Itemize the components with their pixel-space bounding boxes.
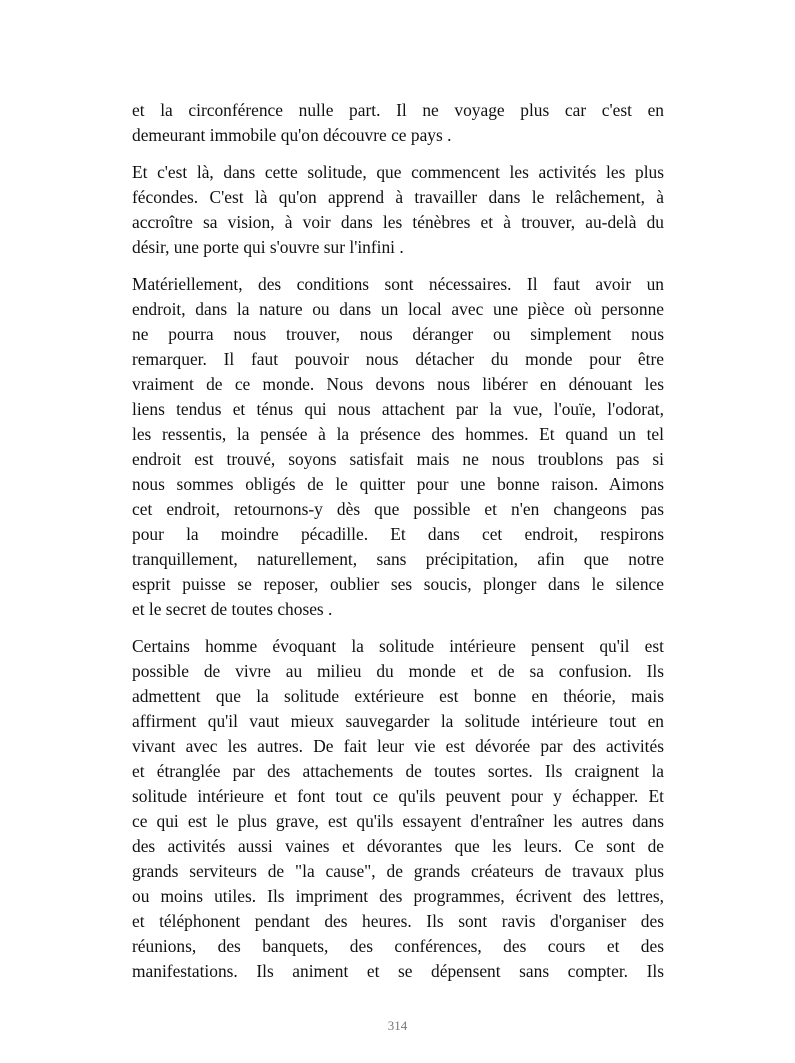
text-line: endroit, dans la nature ou dans un local avec une pièce où personne (132, 299, 664, 319)
text-line: et téléphonent pendant des heures. Ils sont ravis d'organiser des (132, 911, 664, 931)
text-line: vivant avec les autres. De fait leur vie est dévorée par des activités (132, 736, 664, 756)
text-line: endroit est trouvé, soyons satisfait mais ne nous troublons pas si (132, 449, 664, 469)
text-line: Matériellement, des conditions sont nécessaires. Il faut avoir un (132, 274, 664, 294)
text-line: Certains homme évoquant la solitude intérieure pensent qu'il est (132, 636, 664, 656)
page-number: 314 (387, 1018, 408, 1033)
text-line: esprit puisse se reposer, oublier ses soucis, plonger dans le silence (132, 574, 664, 594)
text-line: et étranglée par des attachements de toutes sortes. Ils craignent la (132, 761, 664, 781)
paragraph-3 (132, 272, 664, 622)
text-line: ou moins utiles. Ils impriment des programmes, écrivent des lettres, (132, 886, 664, 906)
text-line: solitude intérieure et font tout ce qu'ils peuvent pour y échapper. Et (132, 786, 664, 806)
paragraph-1 (132, 98, 664, 148)
text-line: grands serviteurs de "la cause", de grands créateurs de travaux plus (132, 861, 664, 881)
text-line: liens tendus et ténus qui nous attachent par la vue, l'ouïe, l'odorat, (132, 399, 664, 419)
text-line: accroître sa vision, à voir dans les ténèbres et à trouver, au-delà du (132, 212, 664, 232)
text-line: remarquer. Il faut pouvoir nous détacher du monde pour être (132, 349, 664, 369)
text-line: tranquillement, naturellement, sans précipitation, afin que notre (132, 549, 664, 569)
text-line: réunions, des banquets, des conférences, des cours et des (132, 936, 664, 956)
text-line: nous sommes obligés de le quitter pour une bonne raison. Aimons (132, 474, 664, 494)
text-line: possible de vivre au milieu du monde et de sa confusion. Ils (132, 661, 664, 681)
text-line: ce qui est le plus grave, est qu'ils essayent d'entraîner les autres dans (132, 811, 664, 831)
document-page (132, 98, 664, 996)
text-line: demeurant immobile qu'on découvre ce pays . (132, 125, 452, 145)
text-line: fécondes. C'est là qu'on apprend à travailler dans le relâchement, à (132, 187, 664, 207)
paragraph-2 (132, 160, 664, 260)
text-line: les ressentis, la pensée à la présence des hommes. Et quand un tel (132, 424, 664, 444)
paragraph-4 (132, 634, 664, 984)
text-line: et le secret de toutes choses . (132, 599, 333, 619)
text-line: des activités aussi vaines et dévorantes que les leurs. Ce sont de (132, 836, 664, 856)
text-line: manifestations. Ils animent et se dépensent sans compter. Ils (132, 961, 664, 981)
text-line: vraiment de ce monde. Nous devons nous libérer en dénouant les (132, 374, 664, 394)
text-line: admettent que la solitude extérieure est bonne en théorie, mais (132, 686, 664, 706)
text-line: affirment qu'il vaut mieux sauvegarder la solitude intérieure tout en (132, 711, 664, 731)
text-line: Et c'est là, dans cette solitude, que commencent les activités les plus (132, 162, 664, 182)
text-line: et la circonférence nulle part. Il ne voyage plus car c'est en (132, 100, 664, 120)
text-line: pour la moindre pécadille. Et dans cet endroit, respirons (132, 524, 664, 544)
text-line: désir, une porte qui s'ouvre sur l'infini . (132, 237, 404, 257)
text-line: cet endroit, retournons-y dès que possible et n'en changeons pas (132, 499, 664, 519)
text-line: ne pourra nous trouver, nous déranger ou simplement nous (132, 324, 664, 344)
